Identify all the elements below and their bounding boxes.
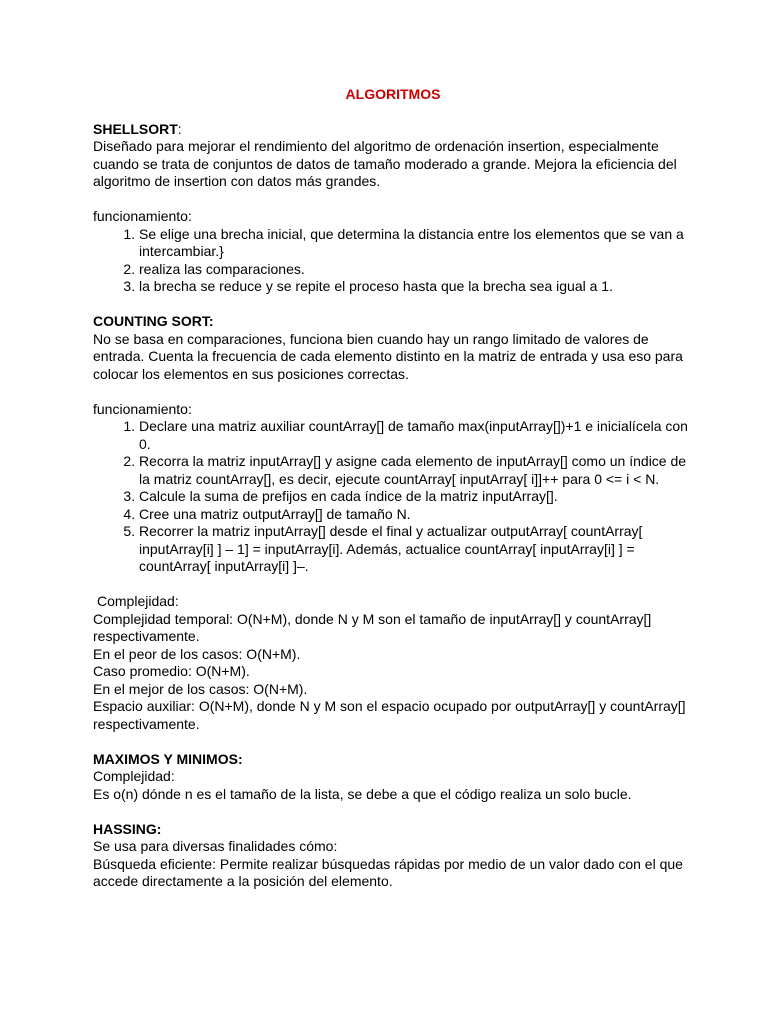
- section-maximos-minimos: [93, 751, 693, 804]
- complexity-line: Caso promedio: O(N+M).: [93, 663, 250, 679]
- spacer: [93, 296, 693, 314]
- section-hashing: [93, 821, 693, 891]
- complexity-line: En el peor de los casos: O(N+M).: [93, 645, 301, 662]
- document-title: ALGORITMOS: [345, 86, 441, 102]
- spacer: [93, 576, 693, 594]
- shellsort-colon: :: [177, 120, 182, 137]
- hashing-line2: Búsqueda eficiente: Permite realizar búsquedas rápidas por medio de un valor dado con el que accede directamente a la posición del elemento.: [93, 855, 683, 889]
- spacer: [93, 803, 693, 821]
- document-page: [93, 86, 693, 891]
- counting-heading: COUNTING SORT:: [93, 313, 214, 329]
- complexity-line: Complejidad temporal: O(N+M), donde N y M son el tamaño de inputArray[] y countArray[] respectivamente.: [93, 610, 652, 644]
- hashing-heading: HASSING:: [93, 820, 162, 837]
- section-counting-sort: [93, 313, 693, 733]
- list-item: 1. Declare una matriz auxiliar countArray[] de tamaño max(inputArray[])+1 e inicialícela con 0.: [139, 418, 693, 453]
- list-item: 1. Se elige una brecha inicial, que determina la distancia entre los elementos que se van a intercambiar.}: [139, 226, 693, 261]
- counting-complexity-label: Complejidad:: [97, 593, 179, 609]
- spacer: [93, 733, 693, 751]
- list-item: 2. realiza las comparaciones.: [139, 261, 693, 279]
- list-item: 3. Calcule la suma de prefijos en cada índice de la matriz inputArray[].: [139, 488, 693, 506]
- complexity-line: En el mejor de los casos: O(N+M).: [93, 680, 308, 697]
- shellsort-heading: SHELLSORT: [93, 120, 178, 137]
- spacer: [93, 191, 693, 209]
- maxmin-heading: MAXIMOS Y MINIMOS:: [93, 750, 243, 767]
- list-item: 3. la brecha se reduce y se repite el proceso hasta que la brecha sea igual a 1.: [139, 278, 693, 296]
- list-item: 4. Cree una matriz outputArray[] de tamaño N.: [139, 506, 693, 524]
- counting-description: No se basa en comparaciones, funciona bien cuando hay un rango limitado de valores de entrada. Cuenta la frecuencia de cada elemento distinto en la matriz de entrada y usa eso para colocar los elementos en sus posiciones correctas.: [93, 330, 683, 382]
- list-item: 5. Recorrer la matriz inputArray[] desde el final y actualizar outputArray[ countArray[ inputArray[i] ] – 1] = inputArray[i]. Además, actualice countArray[ inputArray[i] ] = countArray[ inputArray[i] ]–.: [139, 523, 693, 576]
- shellsort-description: Diseñado para mejorar el rendimiento del algoritmo de ordenación insertion, especialmente cuando se trata de conjuntos de datos de tamaño moderado a grande. Mejora la eficiencia del algoritmo de insertion con datos más grandes.: [93, 138, 677, 189]
- maxmin-text: Es o(n) dónde n es el tamaño de la lista, se debe a que el código realiza un solo bucle.: [93, 785, 632, 802]
- shellsort-heading-line: [93, 121, 693, 139]
- counting-func-label: funcionamiento:: [93, 400, 192, 417]
- counting-steps: [93, 418, 693, 576]
- maxmin-label: Complejidad:: [93, 768, 175, 784]
- list-item: 2. Recorra la matriz inputArray[] y asigne cada elemento de inputArray[] como un índice de la matriz countArray[], es decir, ejecute countArray[ inputArray[ i]]++ para 0 <= i < N.: [139, 453, 693, 488]
- section-shellsort: [93, 121, 693, 296]
- shellsort-steps: [93, 226, 693, 296]
- spacer: [93, 383, 693, 401]
- shellsort-func-label: funcionamiento:: [93, 208, 192, 224]
- complexity-line: Espacio auxiliar: O(N+M), donde N y M son el espacio ocupado por outputArray[] y countArray[] respectivamente.: [93, 698, 686, 732]
- hashing-line1: Se usa para diversas finalidades cómo:: [93, 838, 338, 854]
